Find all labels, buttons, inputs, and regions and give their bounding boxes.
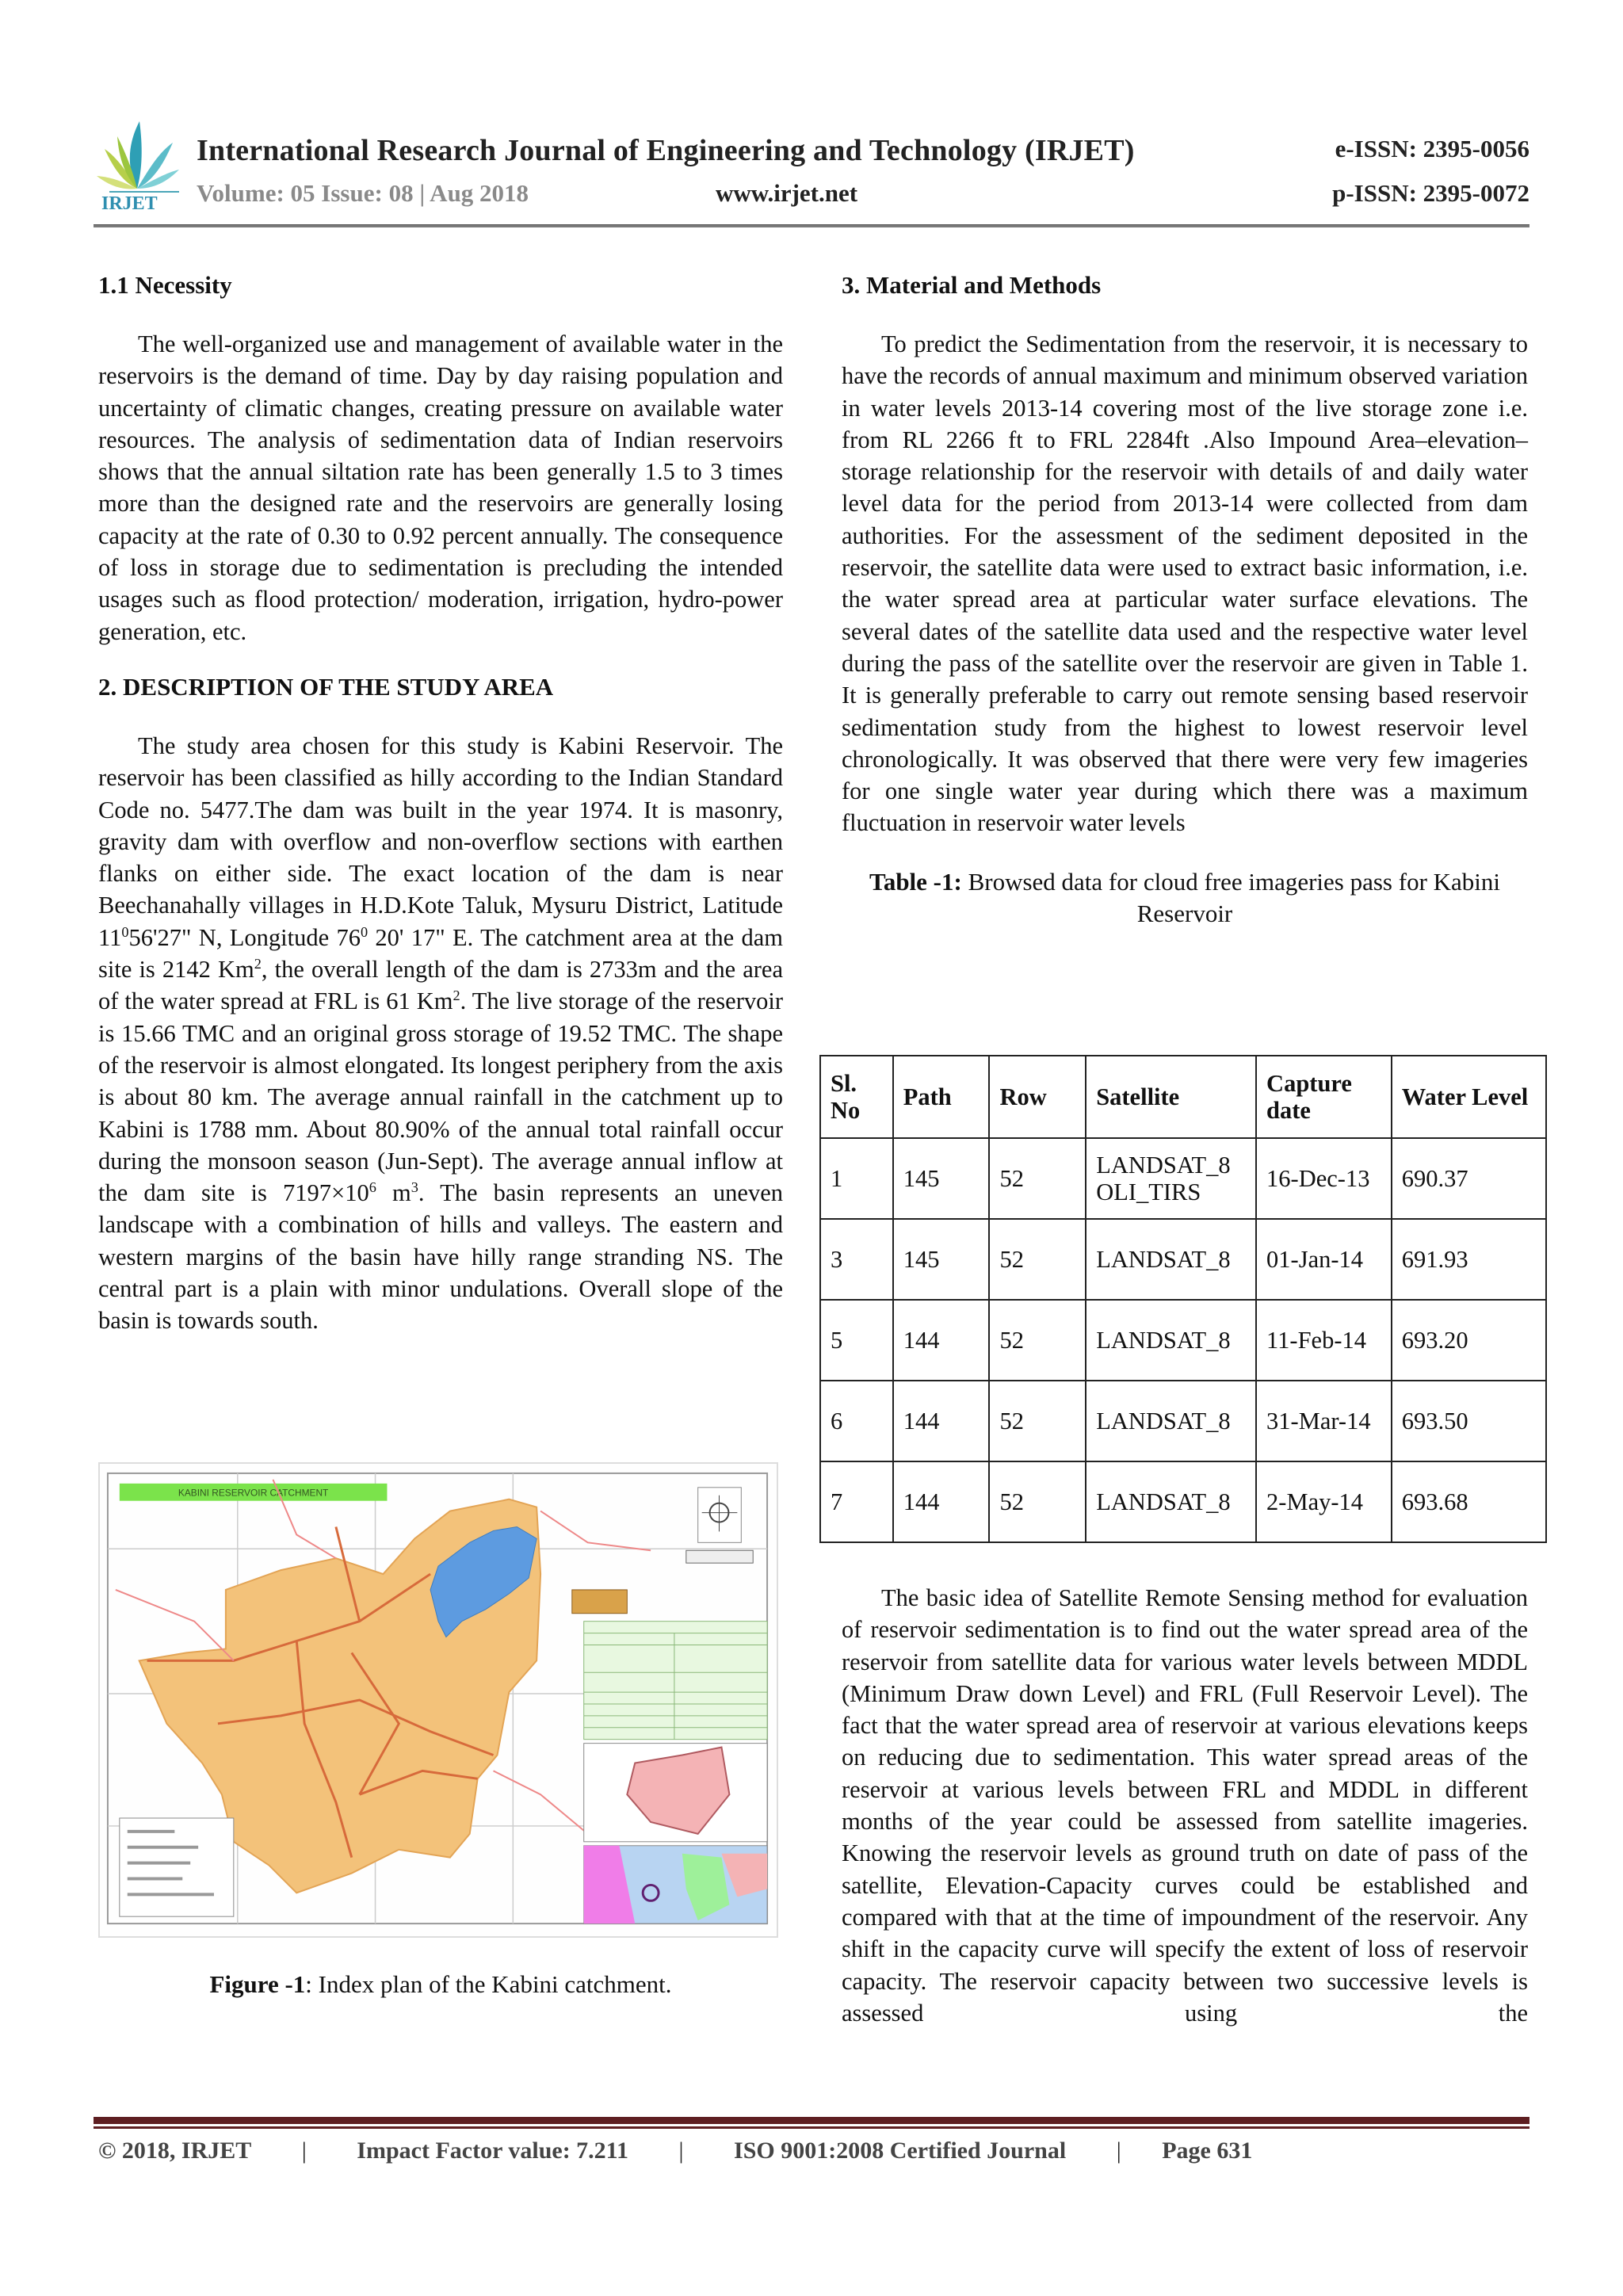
cell-row: 52 xyxy=(989,1138,1086,1219)
cell-capture-date: 31-Mar-14 xyxy=(1256,1381,1392,1461)
col-header-water-level: Water Level xyxy=(1392,1056,1546,1138)
section-heading-necessity: 1.1 Necessity xyxy=(98,271,232,299)
cell-satellite: LANDSAT_8 xyxy=(1086,1461,1256,1542)
cell-path: 144 xyxy=(893,1461,990,1542)
cell-capture-date: 01-Jan-14 xyxy=(1256,1219,1392,1300)
copyright: © 2018, IRJET xyxy=(98,2137,252,2164)
irjet-logo xyxy=(94,117,181,212)
table-header-row xyxy=(820,1056,1546,1138)
p-issn: p-ISSN: 2395-0072 xyxy=(1332,179,1529,207)
cell-path: 144 xyxy=(893,1300,990,1381)
footer-divider-thin xyxy=(94,2126,1529,2129)
methods-paragraph: To predict the Sedimentation from the reservoir, it is necessary to have the records of annual maximum and minimum observed variation in water levels 2013-14 covering most of the live storage zone i.e. from RL 2266 ft to FRL 2284ft .Also Impound Area–elevation–storage relationship for the reservoir with details of and daily water level data for the period from 2013-14 were collected from dam authorities. For the assessment of the sediment deposited in the reservoir, the satellite data were used to extract basic information, i.e. the water spread area at particular water surface elevations. The several dates of the satellite data used and the respective water level during the pass of the satellite over the reservoir are given in Table 1. It is generally preferable to carry out remote sensing based reservoir sedimentation study from the highest to lowest reservoir level chronologically. It was observed that there were very few imageries for one single water year during which there was a maximum fluctuation in reservoir water levels xyxy=(842,330,1528,837)
volume-issue: Volume: 05 Issue: 08 | Aug 2018 xyxy=(197,179,529,207)
col-header-capture-date: Capture date xyxy=(1256,1056,1392,1138)
necessity-paragraph: The well-organized use and management of available water in the reservoirs is the demand of time. Day by day raising population and uncertainty of climatic changes, creating pressure on available water resources. The analysis of sedimentation data of Indian reservoirs shows that the annual siltation rate has been generally 1.5 to 3 times more than the designed rate and the reservoirs are generally losing capacity at the rate of 0.30 to 0.92 percent annually. The consequence of loss in storage due to sedimentation is precluding the intended usages such as flood protection/ moderation, irrigation, hydro-power generation, etc. xyxy=(98,330,783,645)
cell-sl-no: 3 xyxy=(820,1219,893,1300)
cell-row: 52 xyxy=(989,1300,1086,1381)
table-row xyxy=(820,1300,1546,1381)
svg-text:KABINI RESERVOIR CATCHMENT: KABINI RESERVOIR CATCHMENT xyxy=(178,1487,329,1499)
cell-water-level: 693.50 xyxy=(1392,1381,1546,1461)
col-header-satellite: Satellite xyxy=(1086,1056,1256,1138)
cell-satellite: LANDSAT_8 xyxy=(1086,1219,1256,1300)
right-column xyxy=(842,269,1528,953)
cell-water-level: 690.37 xyxy=(1392,1138,1546,1219)
section-heading-study-area: 2. DESCRIPTION OF THE STUDY AREA xyxy=(98,672,554,701)
cell-row: 52 xyxy=(989,1381,1086,1461)
footer-separator: | xyxy=(1116,2137,1121,2164)
cell-sl-no: 6 xyxy=(820,1381,893,1461)
figure-caption: Figure -1: Index plan of the Kabini catchment. xyxy=(209,1970,672,1998)
impact-factor: Impact Factor value: 7.211 xyxy=(357,2137,629,2164)
page-header xyxy=(94,111,1529,222)
table-caption: Table -1: Browsed data for cloud free imageries pass for Kabini Reservoir xyxy=(869,867,1501,927)
svg-text:IRJET: IRJET xyxy=(101,193,158,212)
header-divider xyxy=(94,224,1529,227)
cell-water-level: 693.20 xyxy=(1392,1300,1546,1381)
cell-path: 145 xyxy=(893,1219,990,1300)
remote-sensing-paragraph: The basic idea of Satellite Remote Sensing method for evaluation of reservoir sedimentation is to find out the water spread area of the reservoir from satellite data for various water levels between MDDL (Minimum Draw down Level) and FRL (Full Reservoir Level). The fact that the water spread area of reservoir at various elevations keeps on reducing due to sedimentation. This water spread areas of the reservoir at various levels between FRL and MDDL in different months of the year could be assessed from satellite imageries. Knowing the reservoir levels as ground truth on date of pass of the satellite, Elevation-Capacity curves could be established and compared with that at the time of impoundment of the reservoir. Any shift in the capacity curve will specify the extent of loss of reservoir capacity. The reservoir capacity between two successive levels is assessed using the xyxy=(842,1584,1528,2027)
table-row xyxy=(820,1381,1546,1461)
cell-sl-no: 5 xyxy=(820,1300,893,1381)
satellite-data-table xyxy=(819,1055,1547,1543)
right-column-continued xyxy=(842,1582,1528,2029)
cell-sl-no: 1 xyxy=(820,1138,893,1219)
scale-bar xyxy=(686,1550,753,1563)
cell-satellite: LANDSAT_8 xyxy=(1086,1300,1256,1381)
cell-capture-date: 11-Feb-14 xyxy=(1256,1300,1392,1381)
journal-title: International Research Journal of Engineering and Technology (IRJET) xyxy=(197,134,1135,167)
cell-satellite: LANDSAT_8 xyxy=(1086,1381,1256,1461)
cell-path: 145 xyxy=(893,1138,990,1219)
kabini-catchment-map xyxy=(98,1462,778,1938)
e-issn: e-ISSN: 2395-0056 xyxy=(1335,135,1529,162)
footer-separator: | xyxy=(678,2137,684,2164)
col-header-sl-no: Sl. No xyxy=(820,1056,893,1138)
cell-sl-no: 7 xyxy=(820,1461,893,1542)
cell-capture-date: 16-Dec-13 xyxy=(1256,1138,1392,1219)
col-header-path: Path xyxy=(893,1056,990,1138)
map-info-table xyxy=(584,1622,767,1740)
north-arrow-icon xyxy=(698,1488,742,1543)
footer-separator: | xyxy=(301,2137,307,2164)
left-column xyxy=(98,269,783,1337)
table-row xyxy=(820,1219,1546,1300)
footer-divider-thick xyxy=(94,2117,1529,2124)
journal-website-link[interactable]: www.irjet.net xyxy=(716,179,858,207)
table-row xyxy=(820,1461,1546,1542)
page-footer xyxy=(98,2137,1534,2164)
cell-row: 52 xyxy=(989,1219,1086,1300)
cell-water-level: 691.93 xyxy=(1392,1219,1546,1300)
cell-water-level: 693.68 xyxy=(1392,1461,1546,1542)
cell-satellite: LANDSAT_8 OLI_TIRS xyxy=(1086,1138,1256,1219)
leaf-logo-icon xyxy=(94,117,181,212)
cell-path: 144 xyxy=(893,1381,990,1461)
section-heading-material-methods: 3. Material and Methods xyxy=(842,271,1102,299)
cell-capture-date: 2-May-14 xyxy=(1256,1461,1392,1542)
page-number: Page 631 xyxy=(1162,2137,1253,2164)
cell-row: 52 xyxy=(989,1461,1086,1542)
study-area-paragraph: The study area chosen for this study is Kabini Reservoir. The reservoir has been classified as hilly according to the Indian Standard Code no. 5477.The dam was built in the year 1974. It is masonry, gravity dam with overflow and non-overflow sections with earthen flanks on either side. The exact location of the dam is near Beechanahally villages in H.D.Kote Taluk, Mysuru District, Latitude $11^056'27$" N, Longitude $76^0$ 20' 17" E. The catchment area at the dam site is 2142 Km$^2$, the overall length of the dam is 2733m and the area of the water spread at FRL is 61 Km$^2$. The live storage of the reservoir is 15.66 TMC and an original gross storage of 19.52 TMC. The shape of the reservoir is almost elongated. Its longest periphery from the axis is about 80 km. The average annual rainfall in the catchment up to Kabini is 1788 mm. About 80.90% of the annual total rainfall occur during the monsoon season (Jun-Sept). The average annual inflow at the dam site is $7197\times 10^6$ $m^3$. The basin represents an uneven landscape with a combination of hills and valleys. The eastern and western margins of the basin have hilly range stranding NS. The central part is a plain with minor undulations. Overall slope of the basin is towards south. xyxy=(98,732,784,1335)
table-row xyxy=(820,1138,1546,1219)
col-header-row: Row xyxy=(989,1056,1086,1138)
iso-certification: ISO 9001:2008 Certified Journal xyxy=(734,2137,1067,2164)
